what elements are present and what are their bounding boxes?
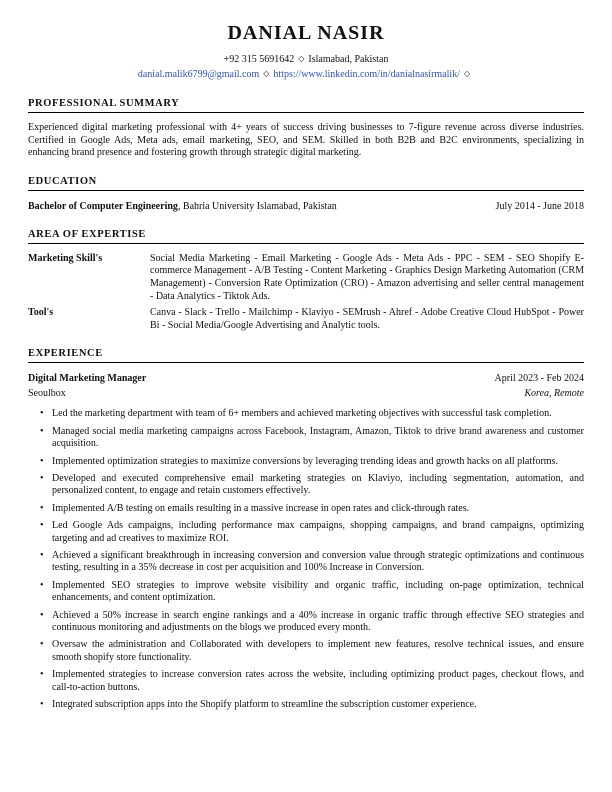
job-bullet-item [40,579,584,605]
diamond-separator-icon: ◇ [298,54,305,63]
bullet-icon: • [40,669,44,681]
email-link[interactable]: danial.malik6799@gmail.com [137,69,260,80]
section-title-experience: EXPERIENCE [28,348,584,363]
job-bullet-item [40,639,584,664]
section-experience [28,348,584,711]
bullet-icon: • [40,609,44,621]
education-left [28,200,337,213]
bullet-icon: • [40,408,44,420]
bullet-text: Achieved a 50% increase in search engine rankings and a 40% increase in organic traffic through effective SEO strategies and continuous monitoring and adjustments on the blogs we produced every month. [52,609,584,634]
degree-name: Bachelor of Computer Engineering [28,200,178,212]
expertise-value: Canva - Slack - Trello - Mailchimp - Klaviyo - SEMrush - Ahref - Adobe Creative Cloud HubSpot - Power Bi - Social Media/Google Advertising and Analytic tools. [150,307,584,331]
bullet-icon: • [40,425,44,437]
diamond-separator-icon: ◇ [263,69,270,78]
linkedin-link[interactable]: https://www.linkedin.com/in/danialnasirmalik/ [273,69,460,80]
bullet-text: Managed social media marketing campaigns across Facebook, Instagram, Amazon, Tiktok to drive brand awareness and customer acquisition. [52,425,584,450]
bullet-icon: • [40,502,44,514]
phone-number: +92 315 5691642 [223,54,295,65]
section-professional-summary [28,98,584,160]
job-entry [28,372,584,711]
education-dates: July 2014 - June 2018 [495,200,584,212]
job-bullet-list [28,408,584,711]
expertise-value: Social Media Marketing - Email Marketing - Google Ads - Meta Ads - PPC - SEM - SEO Shopify E-commerce Management - A/B Testing - Content Marketing - Graphics Design Marketing Automation (CRM Management) - Conversion Rate Optimization (CRO) - Amazon advertising and seller central management - Data Analytics - Tiktok Ads. [150,252,584,302]
job-bullet-item [40,425,584,451]
bullet-icon: • [40,455,44,467]
expertise-label: Tool's [28,307,54,319]
job-header-row-1 [28,372,584,385]
bullet-text: Achieved a significant breakthrough in increasing conversion and conversion value through strategic optimizations and continuous testing, resulting in a 35% decrease in cost per acquisition and 100% Increase in Conversion. [52,550,584,574]
candidate-name: DANIAL NASIR [227,22,385,44]
bullet-text: Implemented SEO strategies to improve website visibility and organic traffic, including on-page optimization, technical enhancements, and content optimization. [52,579,584,604]
section-expertise [28,229,584,333]
diamond-separator-icon: ◇ [463,69,471,78]
job-bullet-item [40,472,584,498]
section-title-expertise: AREA OF EXPERTISE [28,229,584,244]
bullet-text: Integrated subscription apps into the Shopify platform to streamline the subscription customer experience. [52,699,477,711]
expertise-label: Marketing Skill's [28,252,103,264]
institution-name: , Bahria University Islamabad, Pakistan [177,200,337,212]
job-company: Seoulbox [28,388,66,400]
job-role: Digital Marketing Manager [28,373,147,385]
job-bullet-item [40,455,584,468]
contact-line-1 [28,52,584,67]
job-bullet-item [40,408,584,420]
job-header-row-2 [28,387,584,400]
job-bullet-item [40,550,584,575]
bullet-text: Implemented A/B testing on emails resulting in a massive increase in open rates and click-through rates. [52,502,470,514]
job-location: Korea, Remote [524,388,584,400]
bullet-text: Developed and executed comprehensive email marketing strategies on Klaviyo, including segmentation, automation, and personalized content, to engage and retain customers effectively. [52,472,584,497]
expertise-rows [28,253,584,333]
summary-text: Experienced digital marketing professional with 4+ years of success driving businesses to 7-figure revenue across diverse industries. Certified in Google Ads, Meta ads, email marketing, SEO, and SEM. Skilled in both B2B and B2C environments, specializing in enhancing brand presence and fostering growth through strategic digital marketing. [28,122,584,159]
bullet-icon: • [40,639,44,651]
expertise-row [28,307,584,332]
section-title-education: EDUCATION [28,176,584,191]
bullet-text: Led the marketing department with team of 6+ members and achieved marketing objectives with successful task completion. [52,408,552,420]
job-bullet-item [40,669,584,694]
job-bullet-item [40,699,584,711]
education-entry [28,200,584,213]
section-education [28,176,584,213]
expertise-row [28,253,584,303]
bullet-icon: • [40,472,44,484]
section-title-summary: PROFESSIONAL SUMMARY [28,98,584,113]
bullet-icon: • [40,520,44,532]
bullet-text: Oversaw the administration and Collaborated with developers to implement new features, resolve technical issues, and ensure smooth shopify store functionality. [52,639,584,663]
bullet-text: Implemented optimization strategies to maximize conversions by leveraging trending ideas and growth hacks on all platforms. [52,455,558,467]
bullet-icon: • [40,550,44,561]
job-dates: April 2023 - Feb 2024 [494,373,584,385]
bullet-text: Led Google Ads campaigns, including performance max campaigns, shopping campaigns, and brand campaigns, optimizing targeting and ad creatives to maximize ROI. [52,520,584,544]
contact-line-2 [28,67,584,82]
bullet-text: Implemented strategies to increase conversion rates across the website, including optimizing product pages, checkout flows, and call-to-action buttons. [52,669,584,693]
location-text: Islamabad, Pakistan [308,54,389,65]
bullet-icon: • [40,699,44,711]
resume-header [28,22,584,82]
job-bullet-item [40,609,584,635]
job-bullet-item [40,520,584,545]
job-bullet-item [40,502,584,515]
bullet-icon: • [40,579,44,591]
